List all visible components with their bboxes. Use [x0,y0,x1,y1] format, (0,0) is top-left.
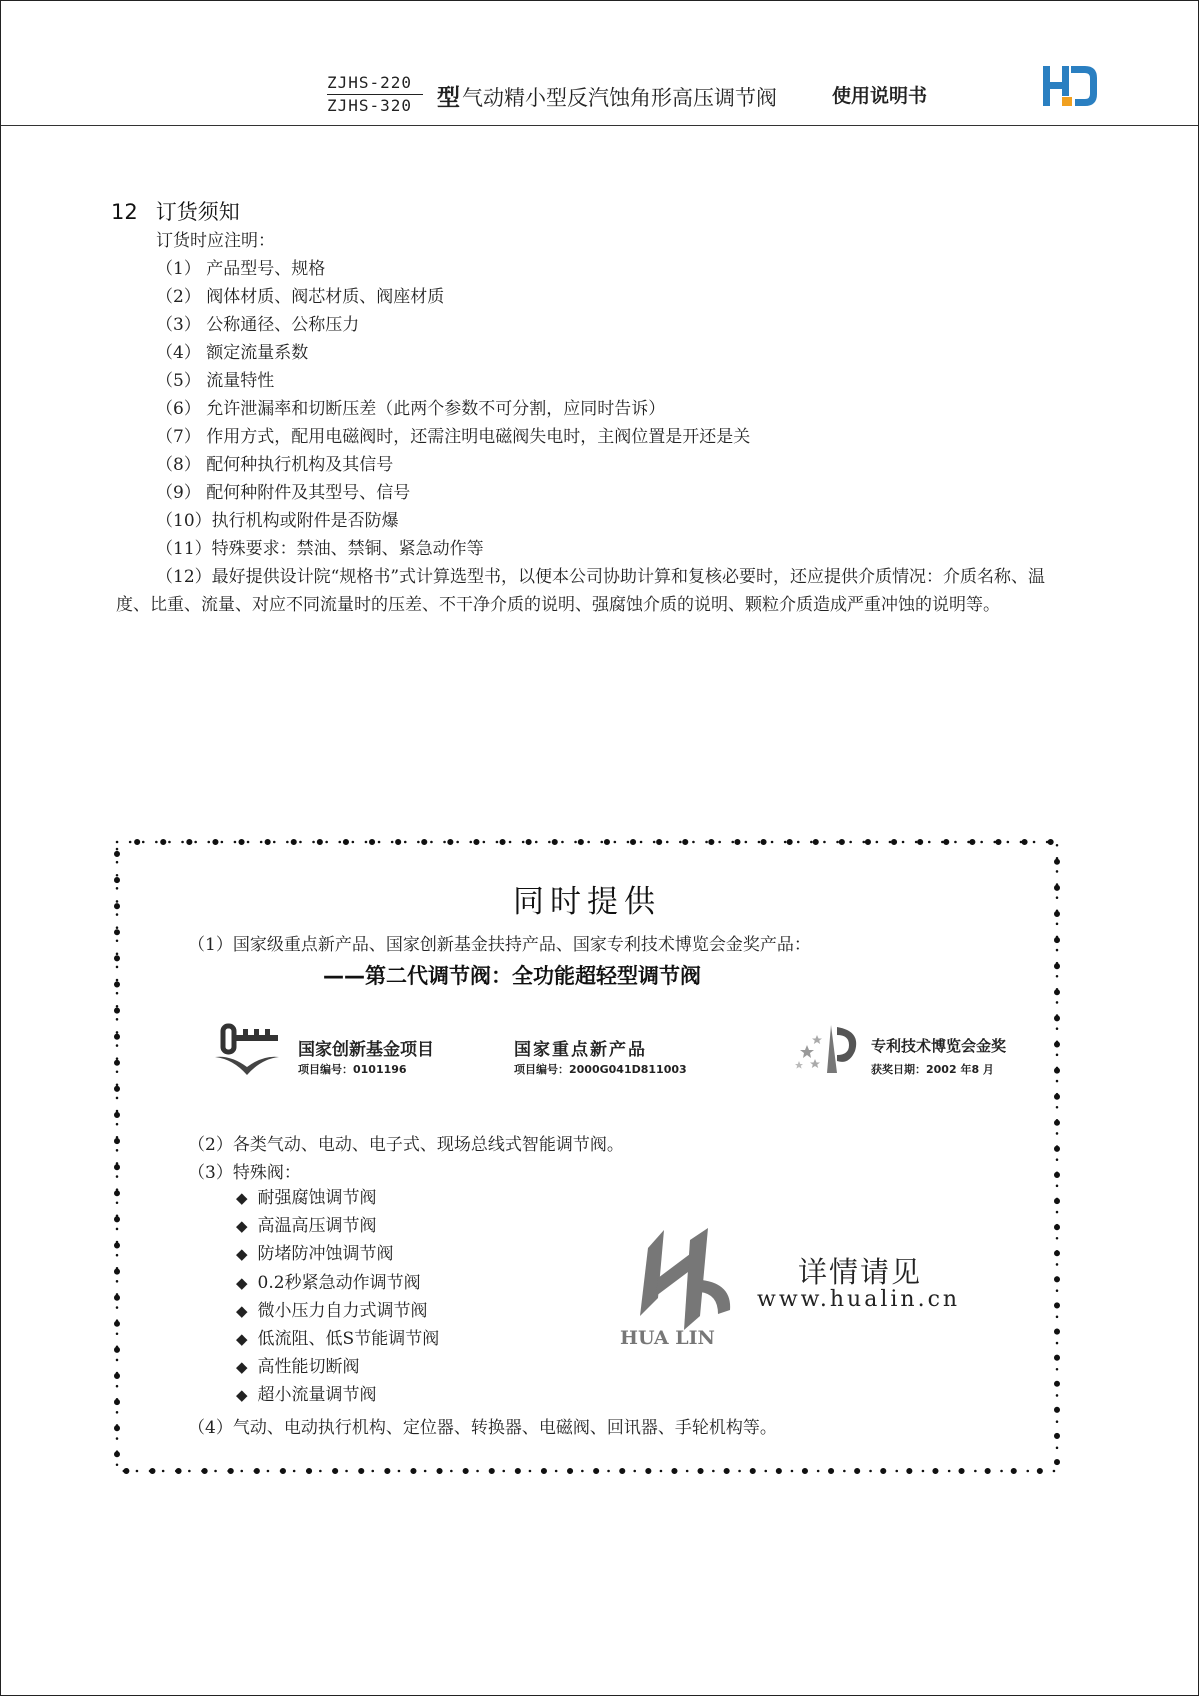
header-title [437,79,777,112]
diamond-bullet-icon: ◆ [236,1330,248,1349]
detail-label: 详情请见 [798,1255,923,1289]
award-name: 专利技术博览会金奖 [871,1037,1007,1055]
list-item: （9） 配何种附件及其型号、信号 [156,483,411,503]
award-detail: 项目编号：0101196 [298,1063,407,1076]
award-innovation-fund [213,1021,453,1081]
award-name: 国家创新基金项目 [298,1040,434,1060]
special-valves-list [236,1184,439,1410]
diamond-bullet-icon: ◆ [236,1217,248,1236]
diamond-bullet-icon: ◆ [236,1273,248,1292]
header-title-prefix: 型 [437,84,460,111]
list-item: ◆ 低流阻、低S节能调节阀 [236,1329,440,1350]
section-number: 12 [111,200,138,224]
hd-logo-icon [1041,64,1099,108]
list-item: （5） 流量特性 [156,371,275,391]
header-title-text: 气动精小型反汽蚀角形高压调节阀 [462,86,777,110]
section-heading [111,196,240,226]
diamond-bullet-icon: ◆ [236,1301,248,1320]
box-subtitle: ——第二代调节阀：全功能超轻型调节阀 [323,964,701,988]
header-manual-label: 使用说明书 [832,85,928,107]
box-line-4: （4）气动、电动执行机构、定位器、转换器、电磁阀、回讯器、手轮机构等。 [188,1418,777,1438]
award-detail: 项目编号：2000G041D811003 [514,1063,687,1076]
list-item: ◆ 0.2秒紧急动作调节阀 [236,1272,421,1293]
list-item: （7） 作用方式，配用电磁阀时，还需注明电磁阀失电时，主阀位置是开还是关 [156,427,751,447]
innovation-fund-icon [213,1021,283,1081]
list-item: ◆ 微小压力自力式调节阀 [236,1300,428,1321]
list-item: （10）执行机构或附件是否防爆 [156,511,399,531]
box-title: 同时提供 [513,884,661,920]
order-notes-list [116,227,1076,619]
award-name: 国家重点新产品 [514,1040,647,1060]
list-item: ◆ 高温高压调节阀 [236,1216,377,1237]
list-item: （1） 产品型号、规格 [156,259,326,279]
also-provided-box [113,838,1061,1475]
diamond-bullet-icon: ◆ [236,1386,248,1405]
hualin-logo-text: HUA LIN [620,1327,715,1348]
diamond-bullet-icon: ◆ [236,1189,248,1207]
award-key-new-product [514,1021,744,1081]
award-patent-gold [793,1021,1033,1081]
patent-award-star-icon [793,1021,865,1081]
header-model-number [327,73,423,116]
list-item: （11）特殊要求：禁油、禁铜、紧急动作等 [156,539,484,559]
list-item: （4） 额定流量系数 [156,343,309,363]
list-item: （6） 允许泄漏率和切断压差（此两个参数不可分割，应同时告诉） [156,399,666,419]
box-line-2: （2）各类气动、电动、电子式、现场总线式智能调节阀。 [188,1135,624,1155]
website-url: www.hualin.cn [757,1287,961,1312]
diamond-bullet-icon: ◆ [236,1358,248,1377]
award-detail: 获奖日期：2002 年8 月 [871,1063,994,1076]
list-item: ◆ 高性能切断阀 [236,1357,360,1378]
list-item-12: （12）最好提供设计院“规格书”式计算选型书，以便本公司协助计算和复核必要时，还应提供介质情况：介质名称、温度、比重、流量、对应不同流量时的压差、不干净介质的说明、强腐蚀介质的说明、颗粒介质造成严重冲蚀的说明等。 [116,567,1046,615]
list-item: （8） 配何种执行机构及其信号 [156,455,394,475]
hualin-logo-icon [618,1228,748,1348]
box-line-3: （3）特殊阀： [188,1163,301,1183]
list-item: ◆ 超小流量调节阀 [236,1385,377,1406]
header-divider [1,125,1198,126]
section-title: 订货须知 [155,200,240,224]
list-item: ◆ 防堵防冲蚀调节阀 [236,1244,394,1265]
order-notes-intro: 订货时应注明： [156,231,275,251]
model-bottom: ZJHS-320 [327,96,413,115]
list-item: （3） 公称通径、公称压力 [156,315,360,335]
list-item: （2） 阀体材质、阀芯材质、阀座材质 [156,287,445,307]
diamond-bullet-icon: ◆ [236,1245,248,1264]
box-line-1: （1）国家级重点新产品、国家创新基金扶持产品、国家专利技术博览会金奖产品： [188,935,811,955]
list-item: ◆ 耐强腐蚀调节阀 [236,1188,377,1208]
model-top: ZJHS-220 [327,73,423,95]
